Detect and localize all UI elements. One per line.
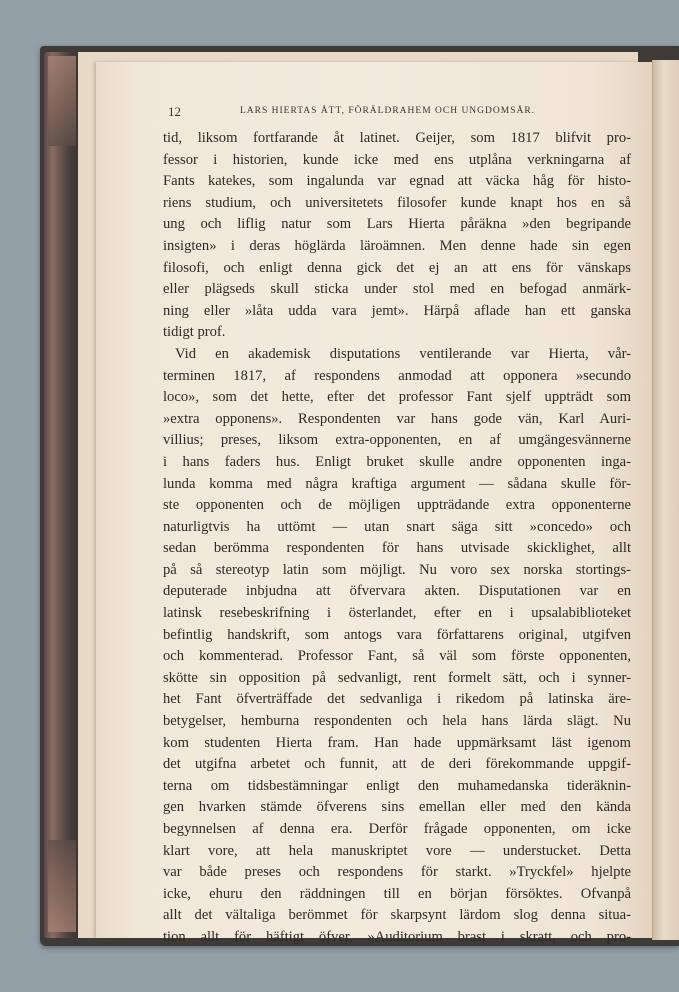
text-line: betygelser, hemburna respondenten och hela hans lärda slägt. Nu — [163, 713, 631, 730]
text-line: tid, liksom fortfarande åt latinet. Geijer, som 1817 blifvit pro- — [163, 130, 631, 146]
text-line: »extra opponens». Respondenten var hans gode vän, Karl Auri- — [163, 410, 631, 427]
text-line: ung och liflig natur som Lars Hierta påräkna »den begripande — [163, 216, 631, 233]
text-line: het Fant öfverträffade det sedvanliga i rikedom på latinska äre- — [163, 691, 631, 708]
text-line: tion allt för häftigt öfver. »Auditorium brast i skratt, och pro- — [163, 928, 631, 945]
text-line: villius; preses, liksom extra-opponenten, en af umgängesvännerne — [163, 432, 631, 449]
text-line: i hans faders hus. Enligt bruket skulle andre opponenten inga- — [163, 453, 631, 470]
running-head: LARS HIERTAS ÅTT, FÖRÄLDRAHEM OCH UNGDOMSÅR. — [240, 106, 536, 116]
text-line: ning eller »låta udda vara jemt». Härpå aflade han ett ganska — [163, 302, 631, 319]
text-line: allt det vältaliga berömmet för skarpsynt lärdom slog denna situa- — [163, 907, 631, 924]
text-line: det utgifna arbetet och funnit, att de deri förekommande uppgif- — [163, 756, 631, 773]
facing-page-edge — [652, 60, 679, 940]
page-header — [160, 104, 630, 124]
text-line: filosofi, och enligt denna gick det ej an att ens för vänskaps — [163, 259, 631, 276]
text-line: och kommenterad. Professor Fant, så väl som förste opponenten, — [163, 648, 631, 665]
text-line: klart vore, att hela manuskriptet vore — understucket. Detta — [163, 842, 631, 859]
text-line: skötte sin opposition på sedvanligt, rent formelt sätt, och i synner- — [163, 669, 631, 686]
book-binding-edge — [44, 52, 78, 938]
text-line: befintlig handskrift, som antogs vara författarens original, utgifven — [163, 626, 631, 643]
text-line: sedan berömma respondenten för hans utvisade skicklighet, allt — [163, 540, 631, 557]
text-line: eller plägseds skull sticka under stol med en befogad anmärk- — [163, 281, 631, 298]
text-line: tidigt prof. — [163, 324, 226, 341]
text-line: lunda komma med några kraftiga argument — sådana skulle för- — [163, 475, 631, 492]
text-line: riens studium, och universitetets filosofer kunde knapt hos en så — [163, 194, 631, 211]
text-line: insigten» i deras höglärda läroämnen. Men denne hade sin egen — [163, 237, 631, 254]
text-line: gen hvarken stämde öfverens sins emellan eller med den kända — [163, 799, 631, 816]
text-line: latinsk resebeskrifning i österlandet, efter en i upsalabiblioteket — [163, 605, 631, 622]
binding-corner-top — [48, 56, 76, 146]
text-line: terna om tidsbestämningar enligt den muhamedanska tideräknin- — [163, 777, 631, 794]
body-text — [163, 128, 631, 949]
text-line: deputerade inbjudna att öfvervara akten. Disputationen var en — [163, 583, 631, 600]
text-line: icke, ehuru den räddningen till en början försöktes. Ofvanpå — [163, 885, 631, 902]
text-line: Fants katekes, som ingalunda var egnad att väcka håg för histo- — [163, 173, 631, 190]
page-number: 12 — [168, 104, 181, 119]
text-line: loco», som det hette, efter det professor Fant sjelf uppträdt som — [163, 389, 631, 406]
paragraph-first-line: Vid en akademisk disputations ventilerande var Hierta, vår- — [175, 345, 631, 362]
text-line: på så stereotyp latin som möjligt. Nu voro sex norska stortings- — [163, 561, 631, 578]
text-line: begynnelsen af denna era. Derför frågade opponenten, om icke — [163, 821, 631, 837]
text-line: var både preses och respondens för starkt. »Tryckfel» hjelpte — [163, 864, 631, 881]
binding-corner-bottom — [48, 840, 76, 932]
text-line: ste opponenten och de möjligen uppträdande extra opponenterne — [163, 497, 631, 514]
text-line: kom studenten Hierta fram. Han hade uppmärksamt läst igenom — [163, 734, 631, 751]
text-line: fessor i historien, kunde icke med ens utplåna verkningarna af — [163, 151, 631, 168]
text-line: naturligtvis ha uttömt — utan snart säga sitt »concedo» och — [163, 518, 631, 535]
text-line: terminen 1817, af respondens anmodad att opponera »secundo — [163, 367, 631, 384]
